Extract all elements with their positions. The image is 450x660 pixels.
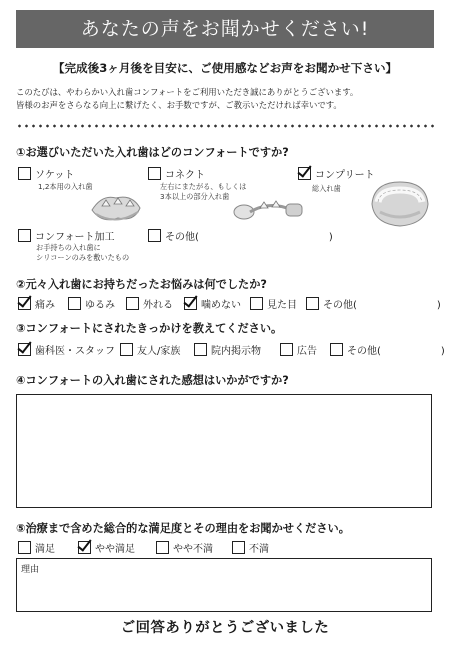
option-label: 噛めない	[201, 300, 241, 311]
checkbox[interactable]	[232, 541, 245, 554]
option-label: 院内掲示物	[211, 346, 261, 357]
q5-option-somewhat-dissatisfied[interactable]	[156, 540, 213, 555]
q1-option-complete[interactable]	[298, 166, 375, 181]
checkbox-checked[interactable]	[18, 343, 31, 356]
option-label: コネクト	[165, 170, 205, 181]
checkbox-checked[interactable]	[298, 167, 311, 180]
option-label: コンフォート加工	[35, 232, 115, 243]
checkbox-checked[interactable]	[18, 297, 31, 310]
q1-option-comfort-processing[interactable]	[18, 228, 115, 243]
option-label: 満足	[35, 544, 55, 555]
checkbox[interactable]	[330, 343, 343, 356]
checkbox[interactable]	[148, 229, 161, 242]
option-label: 友人/家族	[137, 346, 181, 357]
reason-label: 理由	[21, 565, 40, 575]
option-label: 外れる	[143, 300, 173, 311]
checkbox[interactable]	[18, 229, 31, 242]
checkbox[interactable]	[18, 541, 31, 554]
option-label: 広告	[297, 346, 317, 357]
checkbox[interactable]	[120, 343, 133, 356]
question-5-heading: ⑤治療まで含めた総合的な満足度とその理由をお聞かせください。	[16, 522, 350, 535]
q2-option-cannot-chew[interactable]	[184, 296, 241, 311]
checkbox-checked[interactable]	[184, 297, 197, 310]
question-4-heading: ④コンフォートの入れ歯にされた感想はいかがですか?	[16, 374, 289, 387]
complete-denture-image	[368, 178, 432, 230]
checkbox[interactable]	[156, 541, 169, 554]
q5-option-somewhat-satisfied[interactable]	[78, 540, 135, 555]
page-title: あなたの声をお聞かせください!	[16, 10, 434, 48]
bridge-denture-image	[232, 192, 308, 226]
q1-option-connect[interactable]	[148, 166, 205, 181]
closing-message: ご回答ありがとうございました	[120, 620, 330, 636]
q3-option-friend-family[interactable]	[120, 342, 180, 357]
checkbox[interactable]	[126, 297, 139, 310]
option-label: その他( )	[165, 232, 333, 243]
reason-answer-box[interactable]	[16, 558, 432, 612]
option-label: その他( )	[347, 346, 445, 357]
option-note: 1,2本用の入れ歯	[38, 182, 93, 191]
q2-option-other[interactable]	[306, 296, 441, 311]
page-subtitle: 【完成後3ヶ月後を目安に、ご使用感などお声をお聞かせ下さい】	[52, 61, 398, 75]
option-label: 見た目	[267, 300, 297, 311]
checkbox[interactable]	[148, 167, 161, 180]
question-1-heading: ①お選びいただいた入れ歯はどのコンフォートですか?	[16, 146, 289, 159]
q2-option-falls-out[interactable]	[126, 296, 173, 311]
checkbox[interactable]	[280, 343, 293, 356]
q1-option-other[interactable]	[148, 228, 333, 243]
checkbox[interactable]	[194, 343, 207, 356]
option-label: その他( )	[323, 300, 441, 311]
q1-option-socket[interactable]	[18, 166, 74, 181]
q3-option-other[interactable]	[330, 342, 445, 357]
intro-line-1: このたびは、やわらかい入れ歯コンフォートをご利用いただき誠にありがとうございます。	[16, 87, 359, 97]
partial-denture-image	[88, 188, 144, 228]
intro-line-2: 皆様のお声をさらなる向上に繋げたく、お手数ですが、ご教示いただければ幸いです。	[16, 100, 342, 110]
q2-option-pain[interactable]	[18, 296, 55, 311]
option-label: 歯科医・スタッフ	[35, 346, 115, 357]
question-3-heading: ③コンフォートにされたきっかけを教えてください。	[16, 322, 283, 335]
checkbox[interactable]	[68, 297, 81, 310]
checkbox[interactable]	[18, 167, 31, 180]
option-label: ゆるみ	[85, 300, 115, 311]
dotted-divider	[16, 124, 434, 128]
question-2-heading: ②元々入れ歯にお持ちだったお悩みは何でしたか?	[16, 278, 267, 291]
option-note: お手持ちの入れ歯に シリコーンのみを敷いたもの	[36, 243, 130, 262]
option-label: ソケット	[35, 170, 75, 181]
q3-option-clinic-poster[interactable]	[194, 342, 261, 357]
option-note: 左右にまたがる、もしくは 3本以上の部分入れ歯	[160, 182, 247, 201]
option-label: やや不満	[173, 544, 213, 555]
q2-option-appearance[interactable]	[250, 296, 297, 311]
intro-text	[16, 86, 436, 112]
q5-option-dissatisfied[interactable]	[232, 540, 269, 555]
option-label: やや満足	[95, 544, 135, 555]
impression-answer-box[interactable]	[16, 394, 432, 508]
q2-option-loose[interactable]	[68, 296, 115, 311]
q5-option-satisfied[interactable]	[18, 540, 55, 555]
checkbox[interactable]	[250, 297, 263, 310]
checkbox-checked[interactable]	[78, 541, 91, 554]
q3-option-advertisement[interactable]	[280, 342, 317, 357]
option-label: 不満	[249, 544, 269, 555]
option-label: 痛み	[35, 300, 55, 311]
checkbox[interactable]	[306, 297, 319, 310]
option-label: コンプリート	[315, 170, 375, 181]
option-note: 総入れ歯	[312, 184, 341, 193]
q3-option-dentist-staff[interactable]	[18, 342, 115, 357]
